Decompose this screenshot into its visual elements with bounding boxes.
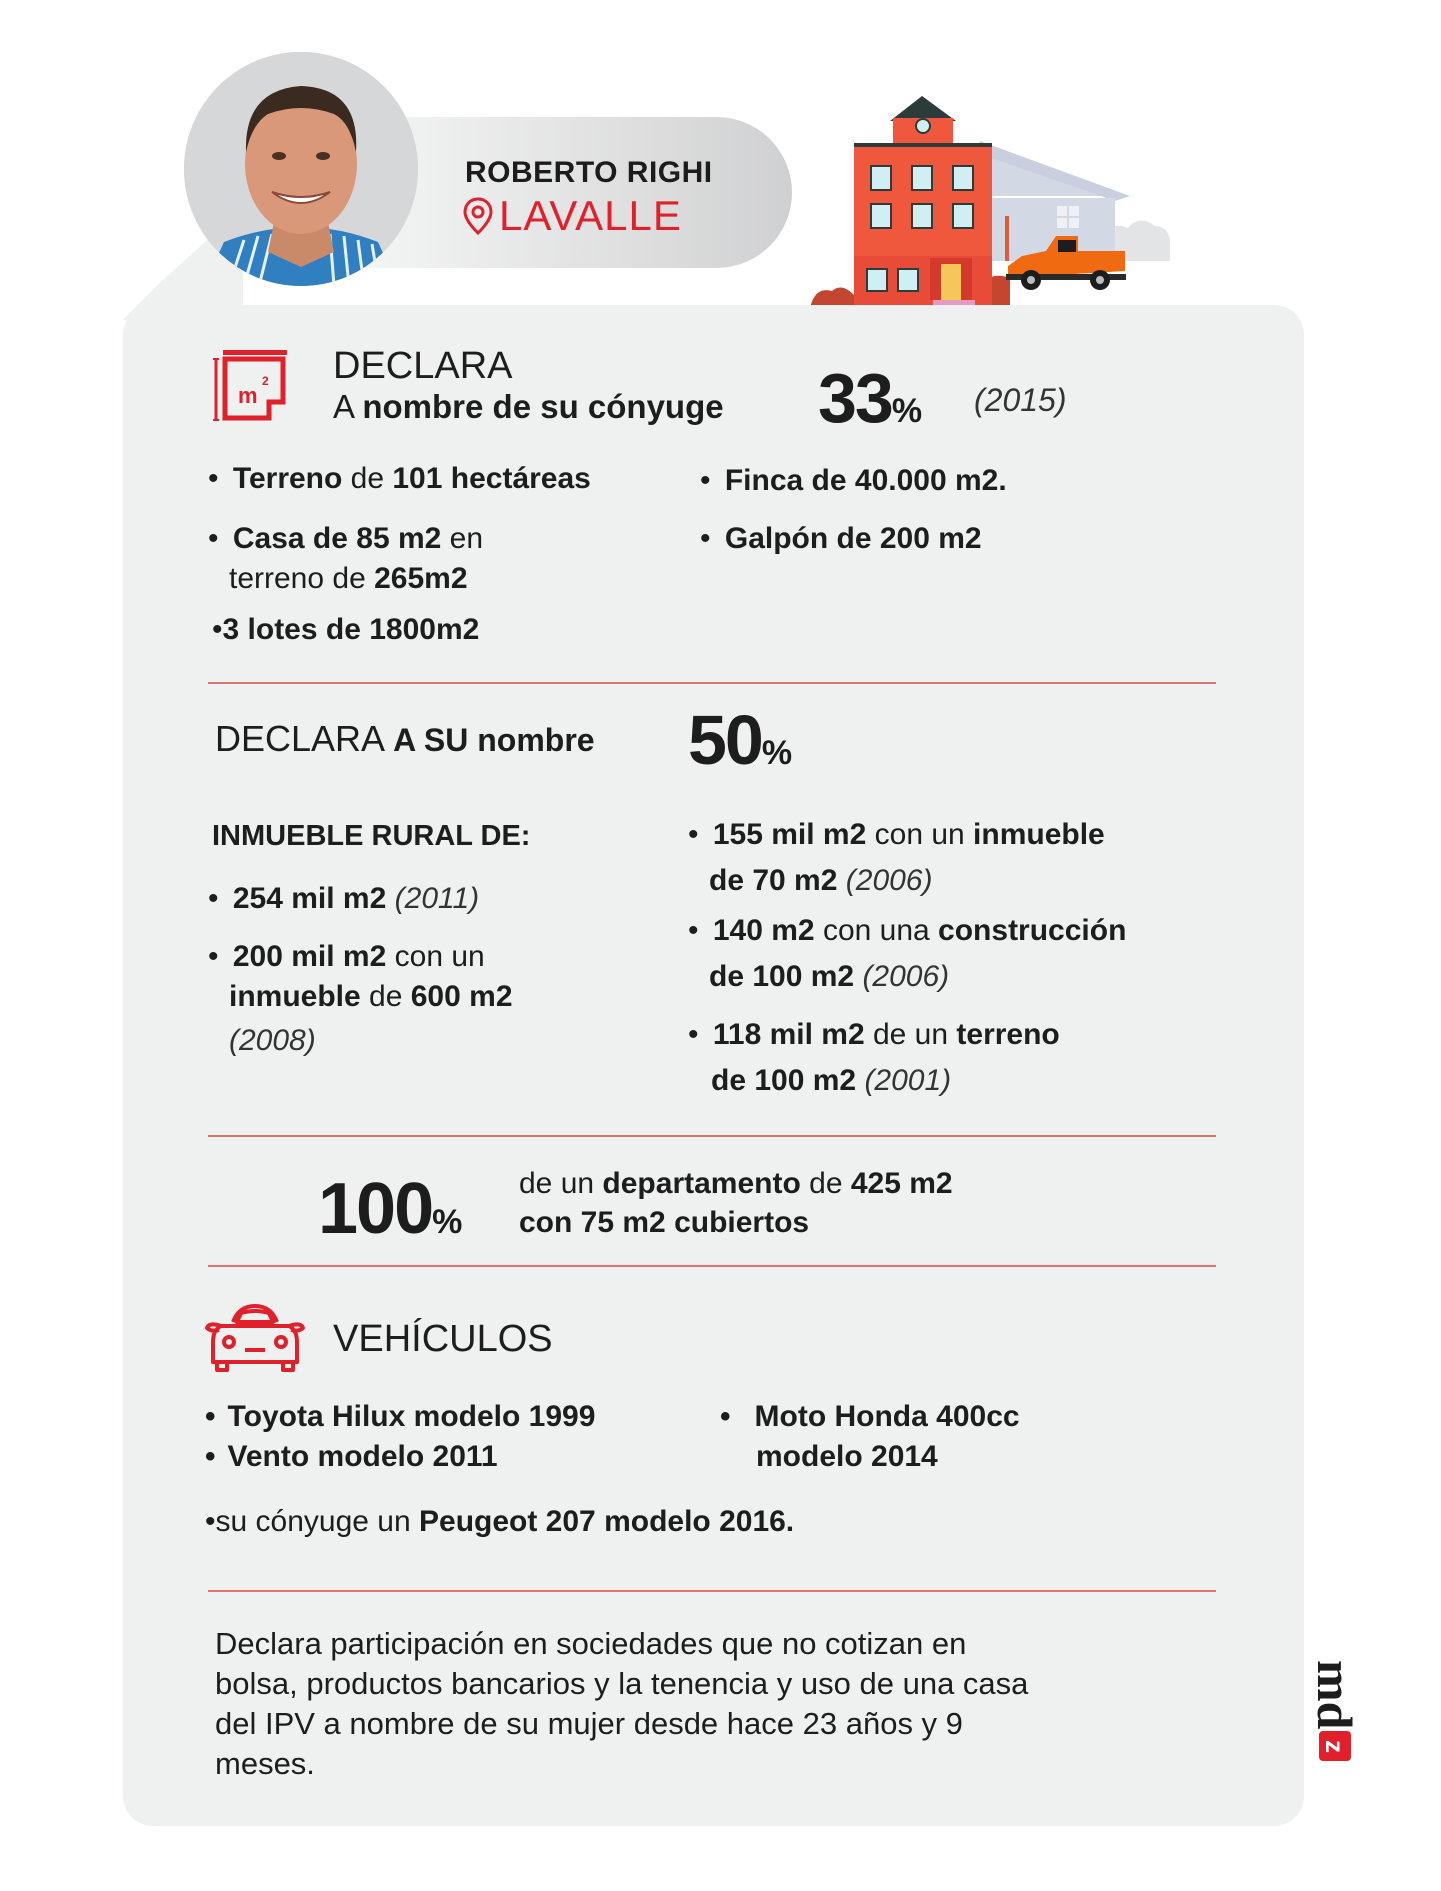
- item-text: 101 hectáreas: [392, 462, 591, 495]
- politician-name: ROBERTO RIGHI: [465, 156, 713, 189]
- map-pin-icon: [463, 197, 493, 235]
- item-text: Finca de 40.000 m2.: [724, 464, 1007, 497]
- svg-text:m: m: [238, 383, 258, 408]
- item-text: 140 m2: [712, 914, 815, 947]
- list-item: [205, 1440, 498, 1474]
- list-item-continuation: [709, 960, 949, 994]
- vehicles-title: VEHÍCULOS: [333, 1318, 553, 1360]
- item-text: 254 mil m2: [232, 882, 387, 915]
- percent-value: 50: [688, 701, 762, 779]
- item-text: 118 mil m2: [712, 1018, 865, 1051]
- list-item: [700, 522, 982, 556]
- item-text: 265m2: [374, 562, 468, 595]
- item-year: (2006): [845, 864, 933, 897]
- item-text: con una: [814, 914, 939, 947]
- item-text: con un: [386, 940, 485, 973]
- item-text: construcción: [938, 914, 1127, 947]
- percent-value: 100: [318, 1169, 433, 1249]
- item-text: de: [342, 462, 393, 495]
- list-item: •su cónyuge un Peugeot 207 modelo 2016.: [205, 1505, 795, 1538]
- item-text: de un: [519, 1167, 603, 1200]
- item-text: Toyota Hilux modelo 1999: [227, 1400, 596, 1433]
- section-title-declara: DECLARA: [333, 345, 513, 387]
- spouse-year: (2015): [974, 382, 1067, 418]
- item-text: terreno: [956, 1018, 1060, 1051]
- item-text: de: [800, 1167, 851, 1200]
- list-item: [720, 1400, 1020, 1434]
- item-year: (2001): [864, 1064, 952, 1097]
- list-item: [208, 940, 485, 974]
- apartment-line-1: [519, 1167, 953, 1201]
- item-text: inmueble: [973, 818, 1105, 851]
- item-text: Galpón de 200 m2: [724, 522, 982, 555]
- divider: [208, 682, 1216, 684]
- item-text: Moto Honda 400cc: [754, 1400, 1020, 1433]
- percent-sign: %: [761, 734, 793, 772]
- note-line: bolsa, productos bancarios y la tenencia y uso de una casa: [215, 1666, 1029, 1701]
- percent-value: 33: [818, 359, 892, 437]
- item-year: (2006): [862, 960, 950, 993]
- list-item: [205, 1400, 595, 1434]
- subtitle-bold: nombre de su cónyuge: [362, 388, 724, 425]
- item-text: Casa de 85 m2: [232, 522, 442, 555]
- building-house-pickup-illustration: [810, 86, 1185, 308]
- subtitle-prefix: A: [333, 388, 363, 425]
- item-text: su cónyuge un: [215, 1505, 419, 1538]
- note-line: Declara participación en sociedades que no cotizan en: [215, 1626, 967, 1661]
- item-year: (2008): [229, 1024, 316, 1057]
- svg-text:2: 2: [262, 374, 269, 388]
- item-text: 200 mil m2: [232, 940, 387, 973]
- portrait-illustration: [184, 52, 418, 286]
- list-item: [688, 818, 1105, 852]
- spouse-subtitle: [333, 388, 724, 426]
- rural-label: INMUEBLE RURAL DE:: [212, 820, 531, 852]
- item-text: Peugeot 207 modelo 2016.: [419, 1505, 795, 1538]
- title-bold: A SU nombre: [393, 722, 595, 758]
- location: [463, 192, 682, 240]
- item-text: de 100 m2: [711, 1064, 857, 1097]
- avatar: [184, 52, 418, 286]
- list-item: [208, 882, 479, 916]
- logo-text: md: [1307, 1660, 1363, 1730]
- location-name: LAVALLE: [499, 192, 682, 239]
- list-item: [700, 464, 1007, 498]
- item-text: de 100 m2: [709, 960, 855, 993]
- list-item-continuation: modelo 2014: [756, 1440, 938, 1473]
- note-line: meses.: [215, 1746, 315, 1781]
- item-text: 600 m2: [410, 980, 513, 1013]
- item-text: de: [360, 980, 411, 1013]
- item-text: 3 lotes de 1800m2: [222, 613, 480, 646]
- item-text: con un: [866, 818, 974, 851]
- list-item: [208, 522, 483, 556]
- list-item-continuation: [229, 562, 468, 596]
- car-icon: [203, 1300, 307, 1372]
- m2-area-icon: [213, 348, 291, 424]
- list-item: [208, 462, 591, 496]
- list-item: [688, 914, 1126, 948]
- own-title: [215, 718, 595, 760]
- item-text: 425 m2: [850, 1167, 953, 1200]
- footer-note: [215, 1624, 1028, 1784]
- list-item: •3 lotes de 1800m2: [212, 613, 480, 646]
- item-text: de un: [864, 1018, 957, 1051]
- divider: [208, 1135, 1216, 1137]
- apartment-line-2: con 75 m2 cubiertos: [519, 1206, 810, 1239]
- item-year: (2011): [394, 882, 480, 915]
- item-text: inmueble: [229, 980, 361, 1013]
- item-text: Vento modelo 2011: [227, 1440, 498, 1473]
- item-text: 155 mil m2: [712, 818, 867, 851]
- percent-100: [318, 1168, 462, 1250]
- item-text: en: [441, 522, 484, 555]
- percent-50: [688, 700, 792, 780]
- percent-sign: %: [891, 392, 923, 430]
- item-text: terreno de: [229, 562, 375, 595]
- list-item: [688, 1018, 1060, 1052]
- item-text: de 70 m2: [709, 864, 838, 897]
- title-light: DECLARA: [215, 718, 394, 759]
- door: [941, 264, 961, 300]
- logo-badge: z: [1319, 1731, 1351, 1761]
- item-text: Terreno: [232, 462, 343, 495]
- note-line: del IPV a nombre de su mujer desde hace 23 años y 9: [215, 1706, 963, 1741]
- item-text: departamento: [602, 1167, 801, 1200]
- divider: [208, 1265, 1216, 1267]
- divider: [208, 1590, 1216, 1592]
- brand-logo: [1300, 1660, 1370, 1780]
- list-item-continuation: [229, 980, 513, 1014]
- list-item-continuation: [711, 1064, 951, 1098]
- percent-sign: %: [432, 1203, 463, 1241]
- percent-33: [818, 358, 922, 438]
- list-item-continuation: [709, 864, 932, 898]
